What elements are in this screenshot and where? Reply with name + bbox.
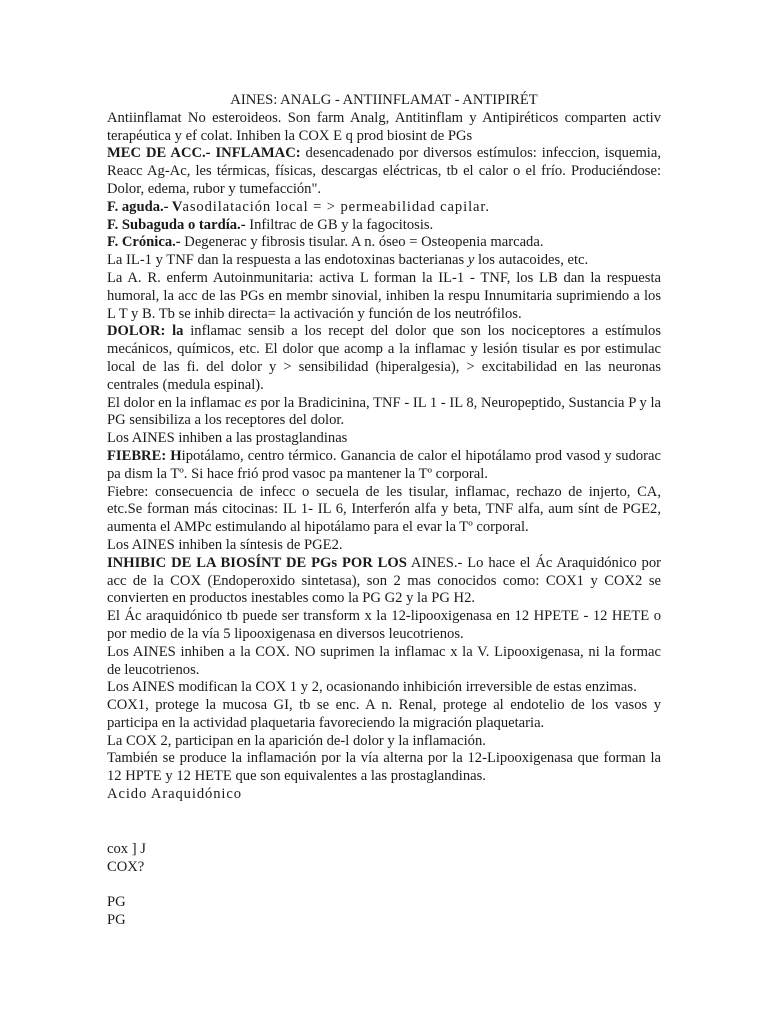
alternate-pathway-paragraph: También se produce la inflamación por la vía alterna por la 12-Lipooxigenasa que forman la 12 HPTE y 12 HETE que son equivalentes a las prostaglandinas.	[107, 750, 661, 785]
fever-text: ipotálamo, centro térmico. Ganancia de calor el hipotálamo prod vasod y sudorac pa dism la Tº. Si hace frió prod vasoc pa mantener la Tº corporal.	[107, 447, 661, 482]
arachidonic-acid-label: Acido Araquidónico	[107, 786, 242, 803]
diagram-label-pg-2: PG	[107, 912, 126, 928]
diagram-label-cox: COX?	[107, 859, 145, 875]
diagram-label-pg-1: PG	[107, 894, 126, 910]
pain-mediators-text-a: El dolor en la inflamac	[107, 394, 245, 411]
aines-pge2-line: Los AINES inhiben la síntesis de PGE2.	[107, 536, 343, 553]
pain-paragraph	[107, 323, 661, 394]
aines-cox-paragraph: Los AINES inhiben a la COX. NO suprimen la inflamac x la V. Lipooxigenasa, ni la formac de leucotrienos.	[107, 643, 661, 678]
mechanism-text: desencadenado por diversos estímulos: infeccion, isquemia, Reacc Ag-Ac, les térmicas, físicas, descargas eléctricas, tb el calor o el frío. Produciéndose: Dolor, edema, rubor y tumefacción".	[107, 145, 661, 197]
biosynthesis-heading: INHIBIC DE LA BIOSÍNT DE PGs POR LOS	[107, 554, 407, 571]
rheumatoid-paragraph: La A. R. enferm Autoinmunitaria: activa L forman la IL-1 - TNF, los LB dan la respuesta humoral, la acc de las PGs en membr sinovial, inhiben la respu Innumitaria suprimiendo a los L T y B. Tb se inhib directa= la activación y función de los neutrófilos.	[107, 269, 661, 322]
mechanism-paragraph	[107, 145, 661, 198]
il1-tnf-text-a: La IL-1 y TNF dan la respuesta a las endotoxinas bacterianas	[107, 252, 468, 269]
mechanism-heading: MEC DE ACC.- INFLAMAC:	[107, 145, 301, 162]
fever-paragraph	[107, 448, 661, 484]
pain-mediators-text-b: por la Bradicinina, TNF - IL 1 - IL 8, Neuropeptido, Sustancia P y la PG sensibiliza a los receptores del dolor.	[107, 394, 661, 429]
document-title: AINES: ANALG - ANTIINFLAMAT - ANTIPIRÉT	[230, 92, 538, 108]
subacute-phase-text: Infiltrac de GB y la fagocitosis.	[245, 216, 434, 233]
chronic-phase-heading: F. Crónica.-	[107, 234, 181, 251]
diagram-label-cox-j: cox ] J	[107, 841, 146, 857]
il1-tnf-italic: y	[467, 252, 475, 269]
subacute-phase-heading: F. Subaguda o tardía.-	[107, 216, 246, 233]
acute-phase-text: asodilatación local = > permeabilidad capilar.	[182, 198, 490, 215]
pain-mediators-italic: es	[244, 394, 257, 411]
intro-paragraph: Antiinflamat No esteroideos. Son farm Analg, Antitinflam y Antipiréticos comparten activ terapéutica y ef colat. Inhiben la COX E q prod biosint de PGs	[107, 109, 661, 144]
chronic-phase-text: Degenerac y fibrosis tisular. A n. óseo = Osteopenia marcada.	[180, 234, 544, 251]
fever-heading: FIEBRE: H	[107, 447, 182, 464]
cox2-line: La COX 2, participan en la aparición de-l dolor y la inflamación.	[107, 732, 486, 749]
subacute-phase-paragraph	[107, 217, 661, 235]
lipoxygenase-paragraph: El Ác araquidónico tb puede ser transform x la 12-lipooxigenasa en 12 HPETE - 12 HETE o por medio de la vía 5 lipooxigenasa en diversos leucotrienos.	[107, 608, 661, 642]
cox1-paragraph: COX1, protege la mucosa GI, tb se enc. A n. Renal, protege al endotelio de los vasos y participa en la actividad plaquetaria favoreciendo la migración plaquetaria.	[107, 697, 661, 731]
il1-tnf-text-b: los autacoides, etc.	[474, 252, 589, 269]
biosynthesis-paragraph	[107, 555, 661, 608]
il1-tnf-paragraph	[107, 252, 661, 270]
acute-phase-heading: F. aguda.- V	[107, 198, 183, 215]
pain-mediators-paragraph	[107, 395, 661, 431]
document-body	[107, 92, 661, 804]
biosynthesis-text: AINES.- Lo hace el Ác Araquidónico por acc de la COX (Endoperoxido sintetasa), son 2 mas conocidos como: COX1 y COX2 se convierten en productos inestables como la PG G2 y la PG H2.	[107, 554, 661, 607]
aines-prostaglandins-line: Los AINES inhiben a las prostaglandinas	[107, 430, 348, 447]
chronic-phase-paragraph	[107, 234, 661, 252]
pain-text: inflamac sensib a los recept del dolor que son los nociceptores a estímulos mecánicos, químicos, etc. El dolor que acomp a la inflamac y lesión tisular es por estimulac local de las fi. del dolor y > sensibilidad (hiperalgesia), > excitabilidad en las neuronas centrales (medula espinal).	[107, 323, 662, 393]
acute-phase-paragraph	[107, 199, 661, 217]
fever-causes-paragraph: Fiebre: consecuencia de infecc o secuela de les tisular, inflamac, rechazo de injerto, CA, etc.Se forman más citocinas: IL 1- IL 6, Interferón alfa y beta, TNF alfa, aum sínt de PGE2, aumenta el AMPc estimulando al hipotálamo para el evar la Tº corporal.	[107, 483, 661, 536]
cox-modification-line: Los AINES modifican la COX 1 y 2, ocasionando inhibición irreversible de estas enzimas.	[107, 679, 637, 696]
pain-heading: DOLOR: la	[107, 323, 184, 340]
